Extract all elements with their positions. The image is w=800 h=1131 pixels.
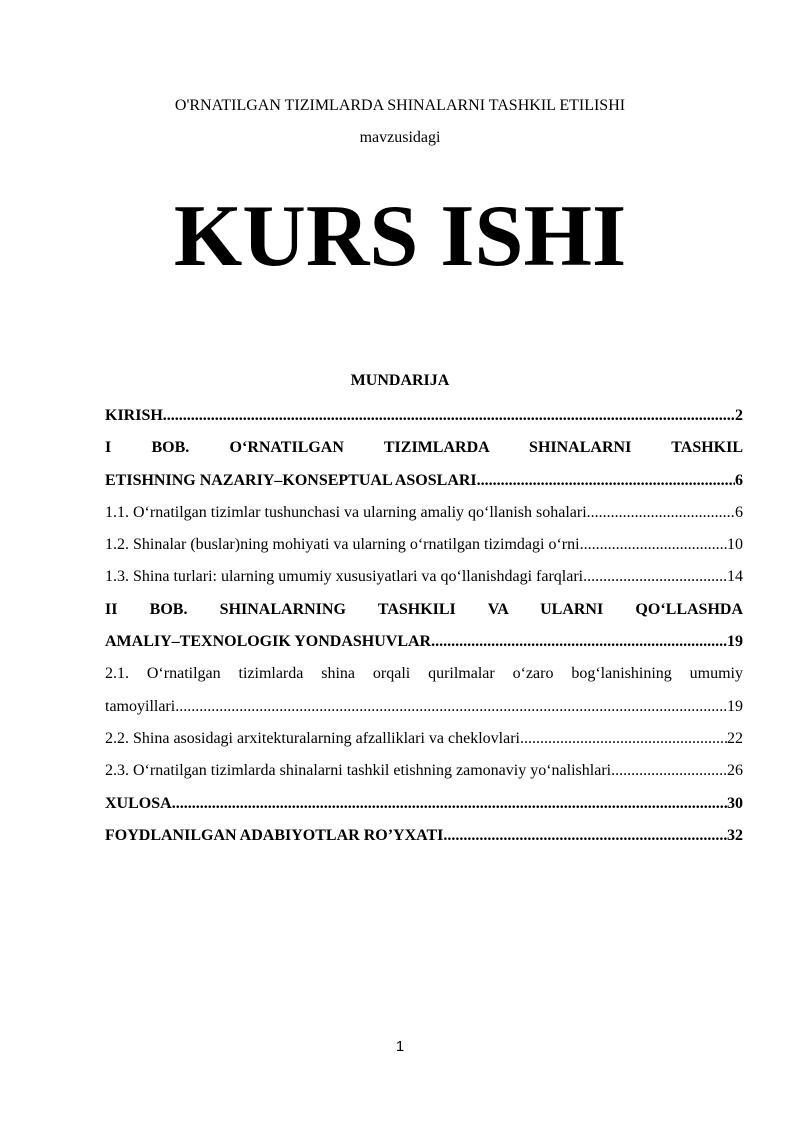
toc-entry[interactable]	[105, 467, 743, 499]
document-title: KURS ISHI	[173, 188, 627, 285]
toc-entry-page: 6	[735, 471, 743, 489]
dot-leader	[477, 467, 735, 499]
toc-entry-line: II BOB. SHINALARNING TASHKILI VA ULARNI QO‘LLASHDA	[105, 600, 743, 618]
dot-leader	[587, 499, 735, 531]
page-number: 1	[395, 1038, 405, 1055]
toc-entry-page: 30	[727, 794, 743, 812]
toc-entry-page: 2	[735, 407, 743, 424]
toc-entry-title: ETISHNING NAZARIY–KONSEPTUAL ASOSLARI	[105, 471, 477, 489]
toc-entry-title: 2.3. O‘rnatilgan tizimlarda shinalarni tashkil etishning zamonaviy yo‘nalishlari	[105, 762, 612, 780]
dot-leader	[175, 693, 727, 725]
dot-leader	[583, 563, 727, 595]
toc-entry-title: 1.1. O‘rnatilgan tizimlar tushunchasi va ularning amaliy qo‘llanish sohalari	[105, 503, 587, 521]
toc-entry-title: 1.2. Shinalar (buslar)ning mohiyati va ularning o‘rnatilgan tizimdagi o‘rni	[105, 536, 580, 554]
dot-leader	[163, 402, 735, 434]
toc-entry-title: AMALIY–TEXNOLOGIK YONDASHUVLAR	[105, 633, 432, 651]
toc-heading: MUNDARIJA	[350, 372, 450, 389]
dot-leader	[520, 725, 727, 757]
toc-entry[interactable]	[105, 790, 743, 822]
toc-entry[interactable]	[105, 725, 743, 757]
toc-entry[interactable]	[105, 822, 743, 854]
toc-entry-page: 19	[727, 697, 743, 715]
table-of-contents	[105, 402, 743, 854]
dot-leader	[611, 757, 727, 789]
toc-entry-page: 19	[727, 633, 743, 651]
toc-entry-line: I BOB. O‘RNATILGAN TIZIMLARDA SHINALARNI TASHKIL	[105, 439, 743, 457]
toc-entry-title: 2.2. Shina asosidagi arxitekturalarning afzalliklari va cheklovlari	[105, 729, 520, 747]
toc-entry[interactable]	[105, 499, 743, 531]
toc-entry-page: 32	[727, 826, 743, 844]
toc-entry-title: KIRISH	[105, 407, 163, 424]
toc-entry-title: FOYDLANILGAN ADABIYOTLAR RO’YXATI	[105, 826, 444, 844]
toc-entry-page: 22	[727, 729, 743, 747]
toc-entry-title: XULOSA	[105, 794, 172, 812]
dot-leader	[443, 822, 727, 854]
toc-entry-page: 14	[727, 568, 743, 586]
dot-leader	[172, 790, 727, 822]
toc-entry-title: 1.3. Shina turlari: ularning umumiy xususiyatlari va qo‘llanishdagi farqlari	[105, 568, 584, 586]
topic-subtitle: mavzusidagi	[359, 129, 441, 146]
dot-leader	[580, 531, 727, 563]
toc-entry-page: 10	[727, 536, 743, 554]
toc-entry[interactable]	[105, 628, 743, 660]
course-topic: O'RNATILGAN TIZIMLARDA SHINALARNI TASHKIL ETILISHI	[174, 97, 626, 114]
toc-entry-title: tamoyillari	[105, 697, 176, 715]
toc-entry[interactable]	[105, 531, 743, 563]
toc-entry[interactable]	[105, 757, 743, 789]
toc-entry[interactable]	[105, 563, 743, 595]
toc-entry-page: 26	[727, 762, 743, 780]
toc-entry[interactable]	[105, 402, 743, 434]
toc-entry-page: 6	[735, 503, 743, 521]
toc-entry[interactable]	[105, 693, 743, 725]
dot-leader	[431, 628, 727, 660]
toc-entry-line: 2.1. O‘rnatilgan tizimlarda shina orqali qurilmalar o‘zaro bog‘lanishining umumiy	[105, 665, 743, 683]
